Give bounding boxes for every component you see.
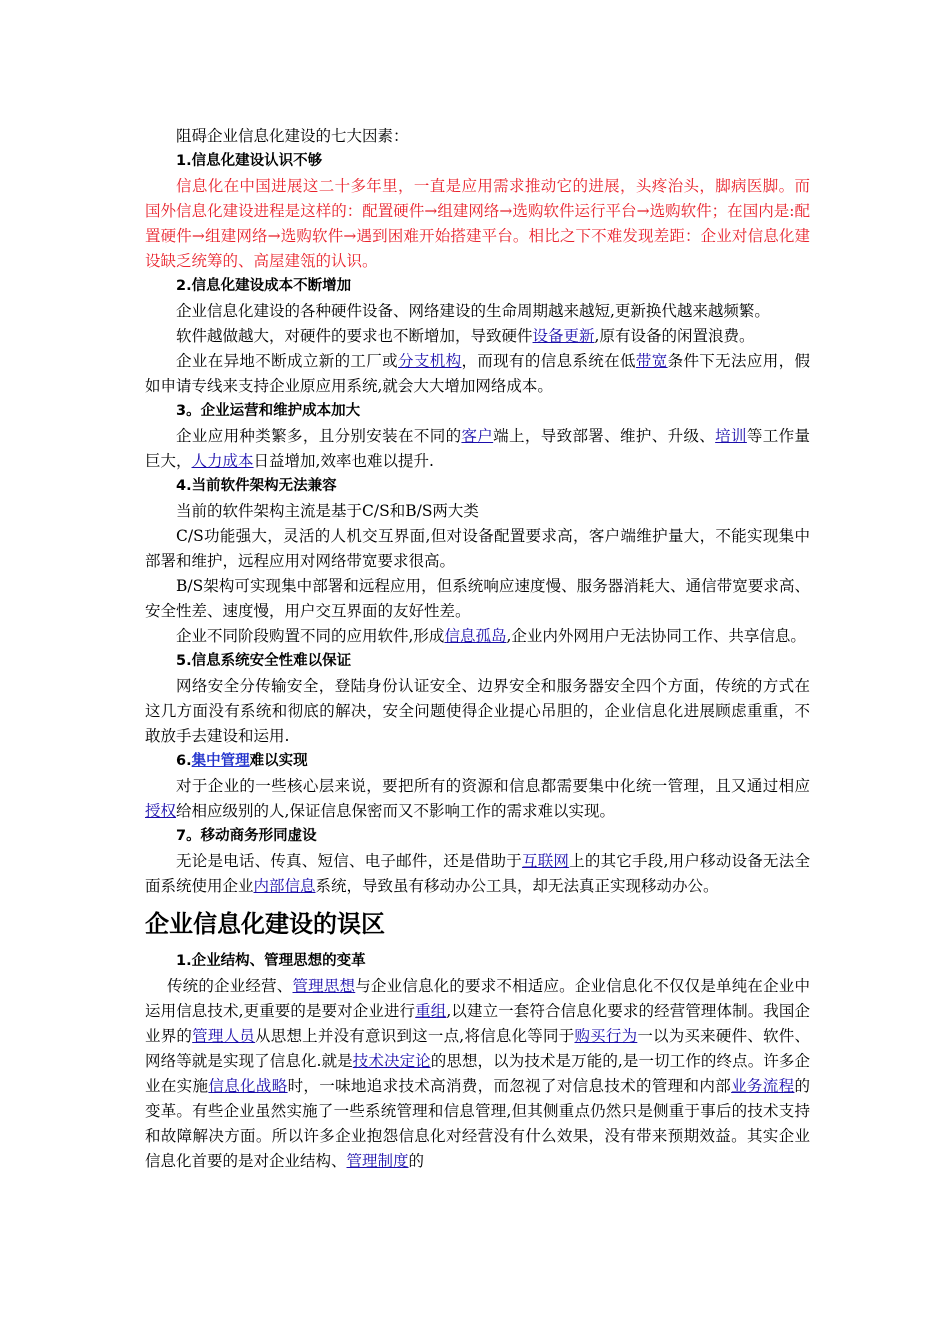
text-span: 条件下无法应用，假如申请专线来支持企业原应用系统,就会大大增加网络成本。 xyxy=(145,352,810,395)
text-span: 上的其它手段,用户移动设备无法全面系统使用企业 xyxy=(145,852,810,895)
text-span: 端上，导致部署、维护、升级、 xyxy=(493,427,716,445)
text-span: 企业不同阶段购置不同的应用软件,形成 xyxy=(176,627,445,645)
link-centralized-management[interactable]: 集中管理 xyxy=(191,753,250,769)
section-6-paragraph xyxy=(145,774,810,824)
text-span: 给相应级别的人,保证信息保密而又不影响工作的需求难以实现。 xyxy=(176,802,615,820)
text-span: 时，一味地追求技术高消费，而忽视了对信息技术的管理和内部 xyxy=(287,1077,732,1095)
text-span: 的变革。有些企业虽然实施了一些系统管理和信息管理,但其侧重点仍然只是侧重于事后的技术支持和故障解决方面。所以许多企业抱怨信息化对经营没有什么效果，没有带来预期效益。其实企业信息化首要的是对企业结构、 xyxy=(145,1077,810,1170)
text-span: ，而现有的信息系统在低 xyxy=(461,352,636,370)
section-2-paragraph-1: 企业信息化建设的各种硬件设备、网络建设的生命周期越来越短,更新换代越来越频繁。 xyxy=(176,302,770,320)
text-span: 从思想上并没有意识到这一点,将信息化等同于 xyxy=(255,1027,575,1045)
section-4-paragraph-4 xyxy=(145,624,810,649)
document-page xyxy=(145,124,810,1174)
section-heading-3: 3。企业运营和维护成本加大 xyxy=(176,403,361,419)
text-span: ,以建立一套符合信息化要求的经营管理体制。我国企业界的 xyxy=(145,1002,810,1045)
text-span: 的 xyxy=(408,1152,425,1170)
text-span: 企业在异地不断成立新的工厂或 xyxy=(176,352,398,370)
link-training[interactable]: 培训 xyxy=(715,427,747,445)
text-span: 对于企业的一些核心层来说，要把所有的资源和信息都需要集中化统一管理，且又通过相应 xyxy=(176,777,810,795)
link-purchase-behavior[interactable]: 购买行为 xyxy=(574,1027,638,1045)
section-4-paragraph-1: 当前的软件架构主流是基于C/S和B/S两大类 xyxy=(176,502,479,520)
text-span: 与企业信息化的要求不相适应。企业信息化不仅仅是单纯在企业中运用信息技术,更重要的是要对企业进行 xyxy=(145,977,810,1020)
text-span: 一以为买来硬件、软件、网络等就是实现了信息化.就是 xyxy=(145,1027,810,1070)
intro-line: 阻碍企业信息化建设的七大因素： xyxy=(176,127,409,145)
link-labor-cost[interactable]: 人力成本 xyxy=(191,452,254,470)
link-restructuring[interactable]: 重组 xyxy=(415,1002,447,1020)
link-client[interactable]: 客户 xyxy=(461,427,494,445)
section-heading-7: 7。移动商务形同虚设 xyxy=(176,828,317,844)
misconception-heading-1: 1.企业结构、管理思想的变革 xyxy=(176,953,366,969)
section-heading-2: 2.信息化建设成本不断增加 xyxy=(176,278,352,294)
text-span: 无论是电话、传真、短信、电子邮件，还是借助于 xyxy=(176,852,522,870)
link-authorization[interactable]: 授权 xyxy=(145,802,177,820)
text-span: 难以实现 xyxy=(249,753,308,769)
text-span: 企业应用种类繁多，且分别安装在不同的 xyxy=(176,427,462,445)
text-span: 日益增加,效率也难以提升. xyxy=(253,452,434,470)
link-informatization-strategy[interactable]: 信息化战略 xyxy=(208,1077,288,1095)
text-span: 软件越做越大，对硬件的要求也不断增加，导致硬件 xyxy=(176,327,533,345)
link-internal-information[interactable]: 内部信息 xyxy=(253,877,316,895)
section-heading-1: 1.信息化建设认识不够 xyxy=(176,153,323,169)
section-heading-6 xyxy=(145,749,810,774)
text-span: 6. xyxy=(176,753,192,769)
section-2-paragraph-3 xyxy=(145,349,810,399)
text-span: ,企业内外网用户无法协同工作、共享信息。 xyxy=(506,627,806,645)
section-heading-5: 5.信息系统安全性难以保证 xyxy=(176,653,352,669)
link-management-system[interactable]: 管理制度 xyxy=(346,1152,409,1170)
section-2-paragraph-2 xyxy=(145,324,810,349)
section-title-misconceptions: 企业信息化建设的误区 xyxy=(145,910,385,938)
link-branch-office[interactable]: 分支机构 xyxy=(398,352,462,370)
link-information-island[interactable]: 信息孤岛 xyxy=(444,627,507,645)
link-equipment-update[interactable]: 设备更新 xyxy=(532,327,595,345)
link-managers[interactable]: 管理人员 xyxy=(192,1027,256,1045)
link-business-process[interactable]: 业务流程 xyxy=(731,1077,795,1095)
section-4-paragraph-3: B/S架构可实现集中部署和远程应用，但系统响应速度慢、服务器消耗大、通信带宽要求高、安全性差、速度慢，用户交互界面的友好性差。 xyxy=(145,577,810,620)
link-internet[interactable]: 互联网 xyxy=(521,852,570,870)
text-span: 等工作量巨大， xyxy=(145,427,810,470)
section-1-paragraph: 信息化在中国进展这二十多年里，一直是应用需求推动它的进展，头疼治头，脚病医脚。而国外信息化建设进程是这样的：配置硬件→组建网络→选购软件运行平台→选购软件；在国内是:配置硬件→组建网络→选购软件→遇到困难开始搭建平台。相比之下不难发现差距：企业对信息化建设缺乏统筹的、高屋建瓴的认识。 xyxy=(145,177,810,270)
link-technological-determinism[interactable]: 技术决定论 xyxy=(352,1052,431,1070)
link-bandwidth[interactable]: 带宽 xyxy=(635,352,668,370)
misconception-1-paragraph xyxy=(145,974,810,1174)
text-span: 的思想，以为技术是万能的,是一切工作的终点。许多企业在实施 xyxy=(145,1052,810,1095)
section-heading-4: 4.当前软件架构无法兼容 xyxy=(176,478,337,494)
text-span: 系统，导致虽有移动办公工具，却无法真正实现移动办公。 xyxy=(315,877,719,895)
section-4-paragraph-2: C/S功能强大，灵活的人机交互界面,但对设备配置要求高，客户端维护量大，不能实现集中部署和维护，远程应用对网络带宽要求很高。 xyxy=(145,527,810,570)
section-5-paragraph: 网络安全分传输安全，登陆身份认证安全、边界安全和服务器安全四个方面，传统的方式在这几方面没有系统和彻底的解决，安全问题使得企业提心吊胆的，企业信息化进展顾虑重重，不敢放手去建设和运用. xyxy=(145,677,810,745)
link-management-thinking[interactable]: 管理思想 xyxy=(292,977,356,995)
section-3-paragraph xyxy=(145,424,810,474)
text-span: 传统的企业经营、 xyxy=(167,977,293,995)
section-7-paragraph xyxy=(145,849,810,899)
text-span: ,原有设备的闲置浪费。 xyxy=(594,327,755,345)
